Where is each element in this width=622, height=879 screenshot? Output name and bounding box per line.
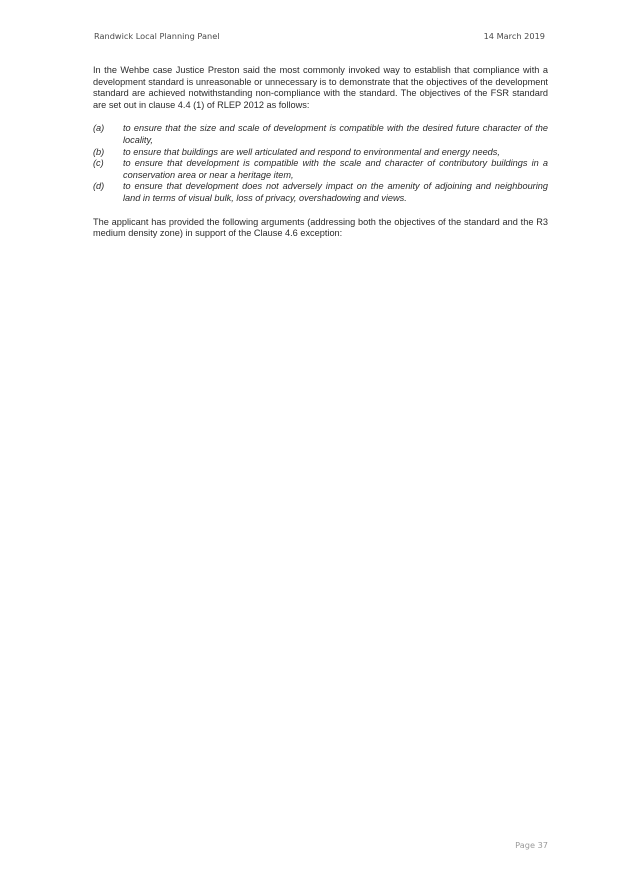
header-title: Randwick Local Planning Panel [94,31,220,41]
list-item [93,158,548,181]
list-item [93,181,548,204]
list-marker: (a) [93,123,105,134]
page-header [94,31,545,43]
intro-paragraph: In the Wehbe case Justice Preston said the most commonly invoked way to establish that compliance with a development standard is unreasonable or unnecessary is to demonstrate that the objectives of the development standard are achieved notwithstanding non-compliance with the standard. The objectives of the FSR standard are set out in clause 4.4 (1) of RLEP 2012 as follows: [93,65,548,110]
list-marker: (d) [93,181,105,192]
header-date: 14 March 2019 [483,31,545,41]
list-item [93,123,548,146]
list-item-text: to ensure that the size and scale of development is compatible with the desired future character of the locality, [123,123,548,145]
list-marker: (b) [93,146,105,157]
list-item-text: to ensure that development is compatible with the scale and character of contributory buildings in a conservation area or near a heritage item, [123,158,548,180]
list-item-text: to ensure that buildings are well articulated and respond to environmental and energy needs, [123,146,500,157]
document-body [93,65,548,240]
applicant-paragraph: The applicant has provided the following arguments (addressing both the objectives of the standard and the R3 medium density zone) in support of the Clause 4.6 exception: [93,216,548,239]
list-item [93,147,548,159]
page-number: Page 37 [515,840,548,850]
list-marker: (c) [93,158,104,169]
objectives-list [93,123,548,204]
list-item-text: to ensure that development does not adversely impact on the amenity of adjoining and neighbouring land in terms of visual bulk, loss of privacy, overshadowing and views. [123,181,548,203]
